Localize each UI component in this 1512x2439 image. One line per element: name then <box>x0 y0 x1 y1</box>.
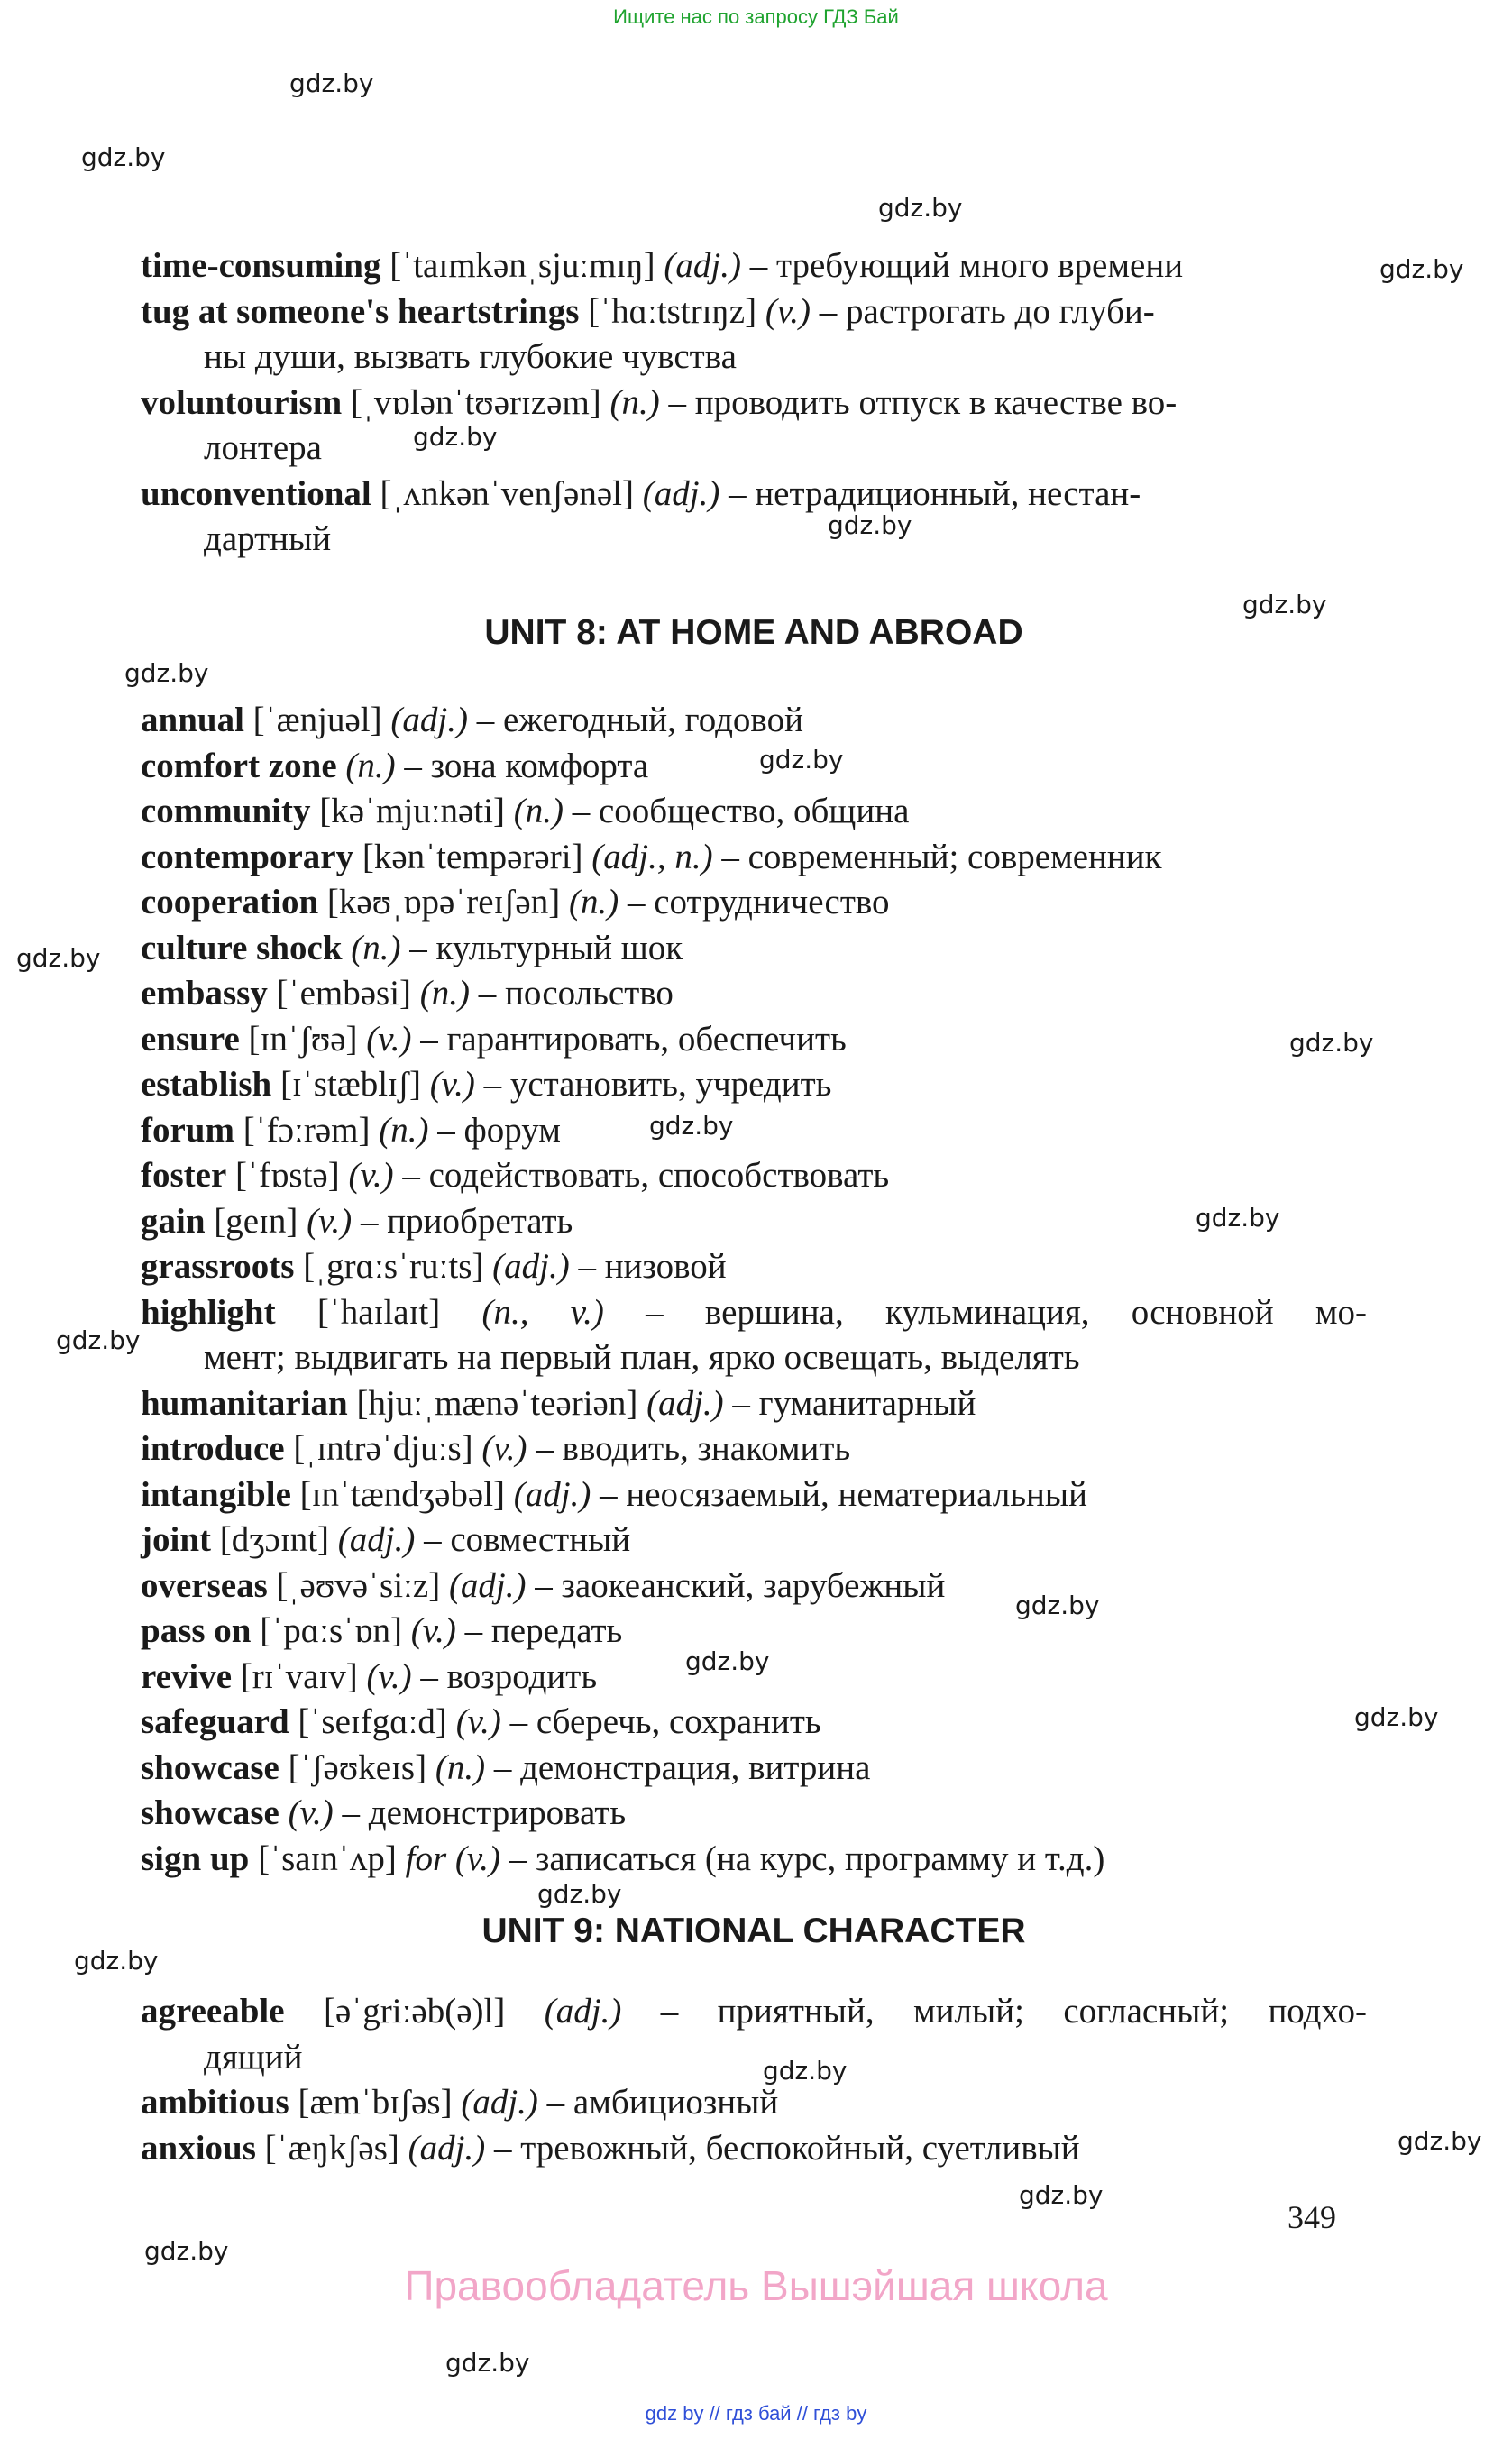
entry-term: contemporary <box>141 837 354 876</box>
entry-term: sign up <box>141 1838 250 1878</box>
entry-pos: (n.) <box>419 974 471 1013</box>
entry-definition: – амбициозный <box>546 2083 779 2122</box>
entry-term: agreeable <box>141 1992 285 2031</box>
glossary-entry <box>141 381 1367 426</box>
watermark: gdz.by <box>649 1111 734 1141</box>
watermark: gdz.by <box>759 745 844 775</box>
entry-pos: (n.) <box>435 1747 486 1787</box>
watermark: gdz.by <box>1019 2180 1104 2210</box>
glossary-entry <box>141 2080 1367 2126</box>
watermark: gdz.by <box>16 943 101 973</box>
glossary-entry <box>141 1108 1367 1154</box>
entry-pos: (v.) <box>410 1611 456 1650</box>
watermark: gdz.by <box>878 193 963 223</box>
entry-transcription: [kənˈtempərəri] <box>362 837 583 876</box>
entry-term: culture shock <box>141 928 343 967</box>
entry-definition: – неосязаемый, нематериальный <box>600 1474 1088 1514</box>
glossary-entry <box>141 1381 1367 1427</box>
entry-transcription: [ˈsaɪnˈʌp] <box>258 1838 397 1878</box>
entry-definition: – тревожный, беспокойный, суетливый <box>493 2128 1080 2168</box>
rights-holder: Правообладатель Вышэйшая школа <box>404 2262 1108 2309</box>
entry-term: tug at someone's heartstrings <box>141 291 580 331</box>
entry-term: humanitarian <box>141 1383 348 1423</box>
watermark: gdz.by <box>685 1646 770 1676</box>
entry-definition: – заокеанский, зарубежный <box>535 1565 946 1605</box>
entry-transcription: [ˌgrɑːsˈruːts] <box>303 1247 484 1286</box>
entry-definition: – гарантировать, обеспечить <box>420 1019 847 1059</box>
entry-term: annual <box>141 701 244 739</box>
entry-transcription: [ˈʃəʊkeɪs] <box>288 1747 427 1787</box>
entry-definition: – посольство <box>478 974 674 1013</box>
entry-pos: (adj.) <box>544 1992 622 2031</box>
entry-pos: (n.) <box>379 1110 429 1150</box>
entry-transcription: [ˈtaɪmkənˌsjuːmɪŋ] <box>389 246 655 285</box>
entry-pos: (n.) <box>609 382 660 422</box>
entry-term: community <box>141 792 311 830</box>
watermark: gdz.by <box>413 422 498 452</box>
entry-pos: (adj., n.) <box>591 837 713 876</box>
entry-continuation: лонтера <box>204 428 322 467</box>
unit-9-glossary <box>141 1989 1367 2171</box>
entry-definition: – установить, учредить <box>483 1065 832 1104</box>
glossary-entry <box>141 1426 1367 1472</box>
entry-term: overseas <box>141 1565 268 1605</box>
glossary-entry <box>141 2126 1367 2172</box>
glossary-entry <box>141 1517 1367 1563</box>
watermark: gdz.by <box>1196 1203 1280 1233</box>
entry-term: safeguard <box>141 1702 289 1741</box>
entry-term: showcase <box>141 1793 279 1832</box>
entry-term: joint <box>141 1520 211 1559</box>
watermark: gdz.by <box>1354 1702 1439 1732</box>
glossary-entry <box>141 744 1367 790</box>
entry-pos: (n.) <box>345 746 396 785</box>
entry-pos: (v.) <box>288 1793 334 1832</box>
entry-definition: – возродить <box>420 1656 598 1696</box>
watermark: gdz.by <box>1397 2126 1482 2156</box>
glossary-entry <box>141 243 1367 289</box>
entry-pos: (v.) <box>366 1656 412 1696</box>
entry-definition: – вершина, кульминация, основной мо- <box>646 1292 1368 1332</box>
entry-pos: (v.) <box>481 1429 527 1468</box>
entry-continuation: ны души, вызвать глубокие чувства <box>204 337 737 376</box>
entry-definition: – зона комфорта <box>404 746 649 785</box>
entry-term: establish <box>141 1065 272 1104</box>
watermark: gdz.by <box>56 1325 141 1355</box>
glossary-entry <box>141 289 1367 335</box>
entry-pos: (adj.) <box>461 2083 538 2122</box>
entry-transcription: [ɪˈstæblɪʃ] <box>279 1065 421 1104</box>
glossary-entry <box>141 1290 1367 1336</box>
glossary-entry <box>141 1989 1367 2035</box>
entry-definition: – приятный, милый; согласный; подхо- <box>660 1992 1368 2031</box>
entry-term: cooperation <box>141 883 319 922</box>
glossary-entry <box>141 926 1367 972</box>
entry-term: revive <box>141 1656 233 1696</box>
entry-transcription: [əˈgriːəb(ə)l] <box>323 1992 506 2031</box>
watermark: gdz.by <box>74 1946 159 1976</box>
entry-term: ensure <box>141 1019 240 1059</box>
entry-definition: – записаться (на курс, программу и т.д.) <box>509 1838 1105 1878</box>
entry-transcription: [ˈhaɪlaɪt] <box>316 1292 441 1332</box>
entry-term: embassy <box>141 974 268 1013</box>
entry-definition: – сообщество, община <box>572 792 910 830</box>
entry-pos: (n., v.) <box>481 1292 604 1332</box>
entry-transcription: [ˌɪntrəˈdjuːs] <box>293 1429 473 1468</box>
entry-term: introduce <box>141 1429 285 1468</box>
glossary-entry <box>141 880 1367 926</box>
glossary-block-previous <box>141 243 1367 563</box>
entry-transcription: [rɪˈvaɪv] <box>240 1656 358 1696</box>
watermark: gdz.by <box>1015 1591 1100 1620</box>
entry-definition: – сберечь, сохранить <box>509 1702 821 1741</box>
glossary-entry <box>141 1700 1367 1746</box>
entry-transcription: [ˈembəsi] <box>276 974 412 1013</box>
entry-definition: – низовой <box>578 1247 727 1286</box>
glossary-entry <box>141 1199 1367 1245</box>
glossary-entry <box>141 971 1367 1017</box>
unit-8-glossary <box>141 698 1367 1882</box>
page-number: 349 <box>1287 2199 1336 2235</box>
entry-pos: (v.) <box>348 1156 394 1195</box>
watermark: gdz.by <box>124 658 209 688</box>
entry-pos: for (v.) <box>405 1838 501 1878</box>
entry-pos: (adj.) <box>642 473 720 513</box>
entry-continuation: мент; выдвигать на первый план, ярко освещать, выделять <box>204 1338 1080 1377</box>
entry-term: foster <box>141 1156 227 1195</box>
entry-term: time-consuming <box>141 246 381 285</box>
glossary-entry <box>141 1746 1367 1792</box>
entry-transcription: [ˈpɑːsˈɒn] <box>260 1611 402 1650</box>
entry-pos: (n.) <box>568 883 619 922</box>
entry-pos: (adj.) <box>646 1383 724 1423</box>
entry-pos: (adj.) <box>390 701 468 739</box>
entry-transcription: [ˌvɒlənˈtʊərɪzəm] <box>350 382 601 422</box>
entry-term: grassroots <box>141 1247 295 1286</box>
entry-transcription: [ˈæŋkʃəs] <box>264 2128 399 2168</box>
entry-term: highlight <box>141 1292 276 1332</box>
entry-definition: – требующий много времени <box>749 246 1184 285</box>
watermark: gdz.by <box>828 510 912 540</box>
footer-links[interactable]: gdz by // гдз бай // гдз by <box>645 2402 867 2425</box>
glossary-entry <box>141 789 1367 835</box>
watermark: gdz.by <box>445 2348 530 2378</box>
entry-pos: (n.) <box>513 792 564 830</box>
entry-pos: (n.) <box>351 928 401 967</box>
glossary-entry <box>141 1655 1367 1701</box>
entry-transcription: [ˈfɒstə] <box>235 1156 340 1195</box>
entry-transcription: [ˈseɪfgɑːd] <box>298 1702 447 1741</box>
entry-definition: – проводить отпуск в качестве во- <box>668 382 1178 422</box>
entry-transcription: [ˈænjuəl] <box>252 701 382 739</box>
watermark: gdz.by <box>763 2056 848 2086</box>
entry-definition: – современный; современник <box>721 837 1162 876</box>
glossary-entry <box>141 1244 1367 1290</box>
entry-definition: – совместный <box>424 1520 631 1559</box>
entry-term: voluntourism <box>141 382 343 422</box>
entry-pos: (adj.) <box>492 1247 570 1286</box>
glossary-entry <box>141 1153 1367 1199</box>
entry-pos: (v.) <box>366 1019 412 1059</box>
watermark: gdz.by <box>537 1879 622 1909</box>
entry-pos: (v.) <box>307 1201 353 1241</box>
watermark: gdz.by <box>1379 254 1464 284</box>
entry-definition: – демонстрировать <box>342 1793 627 1832</box>
entry-term: comfort zone <box>141 746 337 785</box>
header-note[interactable]: Ищите нас по запросу ГДЗ Бай <box>613 5 899 28</box>
entry-transcription: [ˌəʊvəˈsiːz] <box>276 1565 441 1605</box>
entry-continuation: дящий <box>204 2037 303 2077</box>
entry-definition: – гуманитарный <box>732 1383 976 1423</box>
unit-9-heading: UNIT 9: NATIONAL CHARACTER <box>481 1912 1026 1950</box>
entry-term: intangible <box>141 1474 291 1514</box>
entry-definition: – форум <box>437 1110 561 1150</box>
entry-pos: (adj.) <box>408 2128 486 2168</box>
entry-definition: – содействовать, способствовать <box>402 1156 890 1195</box>
entry-term: gain <box>141 1201 206 1241</box>
entry-pos: (adj.) <box>337 1520 416 1559</box>
watermark: gdz.by <box>81 142 166 172</box>
entry-transcription: [geɪn] <box>214 1201 298 1241</box>
entry-definition: – демонстрация, витрина <box>493 1747 871 1787</box>
entry-term: unconventional <box>141 473 371 513</box>
glossary-entry <box>141 1791 1367 1837</box>
entry-pos: (adj.) <box>664 246 741 285</box>
entry-definition: – приобретать <box>361 1201 573 1241</box>
entry-transcription: [kəʊˌɒpəˈreɪʃən] <box>326 883 561 922</box>
entry-pos: (v.) <box>765 291 811 331</box>
entry-pos: (adj.) <box>448 1565 527 1605</box>
glossary-entry <box>141 835 1367 881</box>
entry-transcription: [ˈhɑːtstrɪŋz] <box>588 291 757 331</box>
entry-transcription: [ɪnˈtændʒəbəl] <box>299 1474 506 1514</box>
entry-term: showcase <box>141 1747 279 1787</box>
entry-definition: – растрогать до глуби- <box>819 291 1155 331</box>
entry-definition: – нетрадиционный, нестан- <box>729 473 1141 513</box>
entry-transcription: [hjuːˌmænəˈteəriən] <box>356 1383 638 1423</box>
glossary-entry <box>141 1062 1367 1108</box>
entry-definition: – сотрудничество <box>627 883 890 922</box>
entry-term: ambitious <box>141 2083 289 2122</box>
glossary-entry <box>141 472 1367 518</box>
entry-transcription: [æmˈbɪʃəs] <box>298 2083 453 2122</box>
entry-transcription: [ˈfɔːrəm] <box>243 1110 371 1150</box>
entry-term: forum <box>141 1110 234 1150</box>
entry-pos: (adj.) <box>513 1474 591 1514</box>
entry-transcription: [ˌʌnkənˈvenʃənəl] <box>380 473 634 513</box>
glossary-entry <box>141 1017 1367 1063</box>
entry-term: pass on <box>141 1611 252 1650</box>
glossary-entry <box>141 1837 1367 1883</box>
entry-transcription: [dʒɔɪnt] <box>219 1520 330 1559</box>
entry-definition: – культурный шок <box>409 928 683 967</box>
entry-term: anxious <box>141 2128 256 2168</box>
glossary-entry <box>141 1563 1367 1609</box>
glossary-entry <box>141 1472 1367 1518</box>
watermark: gdz.by <box>289 69 374 98</box>
glossary-entry <box>141 698 1367 744</box>
entry-definition: – передать <box>464 1611 623 1650</box>
glossary-entry <box>141 1609 1367 1655</box>
entry-pos: (v.) <box>429 1065 475 1104</box>
entry-definition: – вводить, знакомить <box>536 1429 851 1468</box>
entry-transcription: [kəˈmjuːnəti] <box>319 792 506 830</box>
unit-8-heading: UNIT 8: AT HOME AND ABROAD <box>484 613 1023 652</box>
entry-continuation: дартный <box>204 519 332 558</box>
entry-definition: – ежегодный, годовой <box>476 701 803 739</box>
watermark: gdz.by <box>1242 590 1327 619</box>
entry-pos: (v.) <box>455 1702 501 1741</box>
entry-transcription: [ɪnˈʃʊə] <box>248 1019 358 1059</box>
watermark: gdz.by <box>1289 1028 1374 1058</box>
watermark: gdz.by <box>144 2236 229 2266</box>
